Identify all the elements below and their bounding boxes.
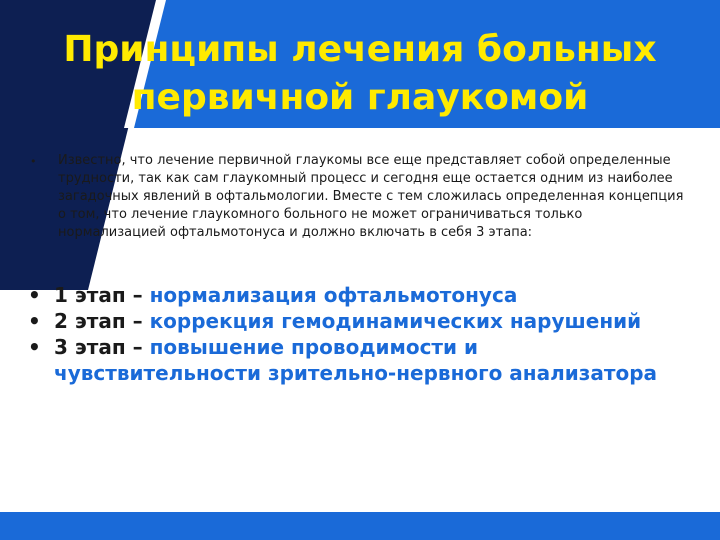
stage-prefix: 3 этап – (54, 335, 150, 359)
stage-text (54, 282, 517, 308)
stage-item-2 (28, 308, 688, 334)
stage-highlight: коррекция гемодинамических нарушений (149, 309, 642, 333)
slide-title (0, 26, 720, 122)
stage-highlight: повышение проводимости и чувствительности зрительно-нервного анализатора (54, 335, 658, 385)
stage-text (54, 308, 641, 334)
intro-paragraph (30, 152, 690, 242)
stage-bullet: • (28, 335, 41, 359)
bottom-accent-bar (0, 512, 720, 540)
stage-prefix: 1 этап – (54, 283, 150, 307)
intro-bullet: • (30, 155, 37, 168)
stage-text (54, 334, 688, 386)
slide-title-line-2: первичной глаукомой (131, 77, 589, 118)
intro-text: Известно, что лечение первичной глаукомы все еще представляет собой определенные трудности, так как сам глаукомный процесс и сегодня еще остается одним из наиболее загадочных явлений в офтальмологии. Вместе с тем сложилась определенная концепция о том, что лечение глаукомного больного не может ограничиваться только нормализацией офтальмотонуса и должно включать в себя 3 этапа: (58, 153, 684, 240)
stage-item-1 (28, 282, 688, 308)
stage-highlight: нормализация офтальмотонуса (149, 283, 518, 307)
stage-bullet: • (28, 309, 41, 333)
stage-prefix: 2 этап – (54, 309, 150, 333)
stage-item-3 (28, 334, 688, 386)
stage-bullet: • (28, 283, 41, 307)
stages-list (28, 282, 688, 386)
slide-title-line-1: Принципы лечения больных (63, 29, 657, 70)
